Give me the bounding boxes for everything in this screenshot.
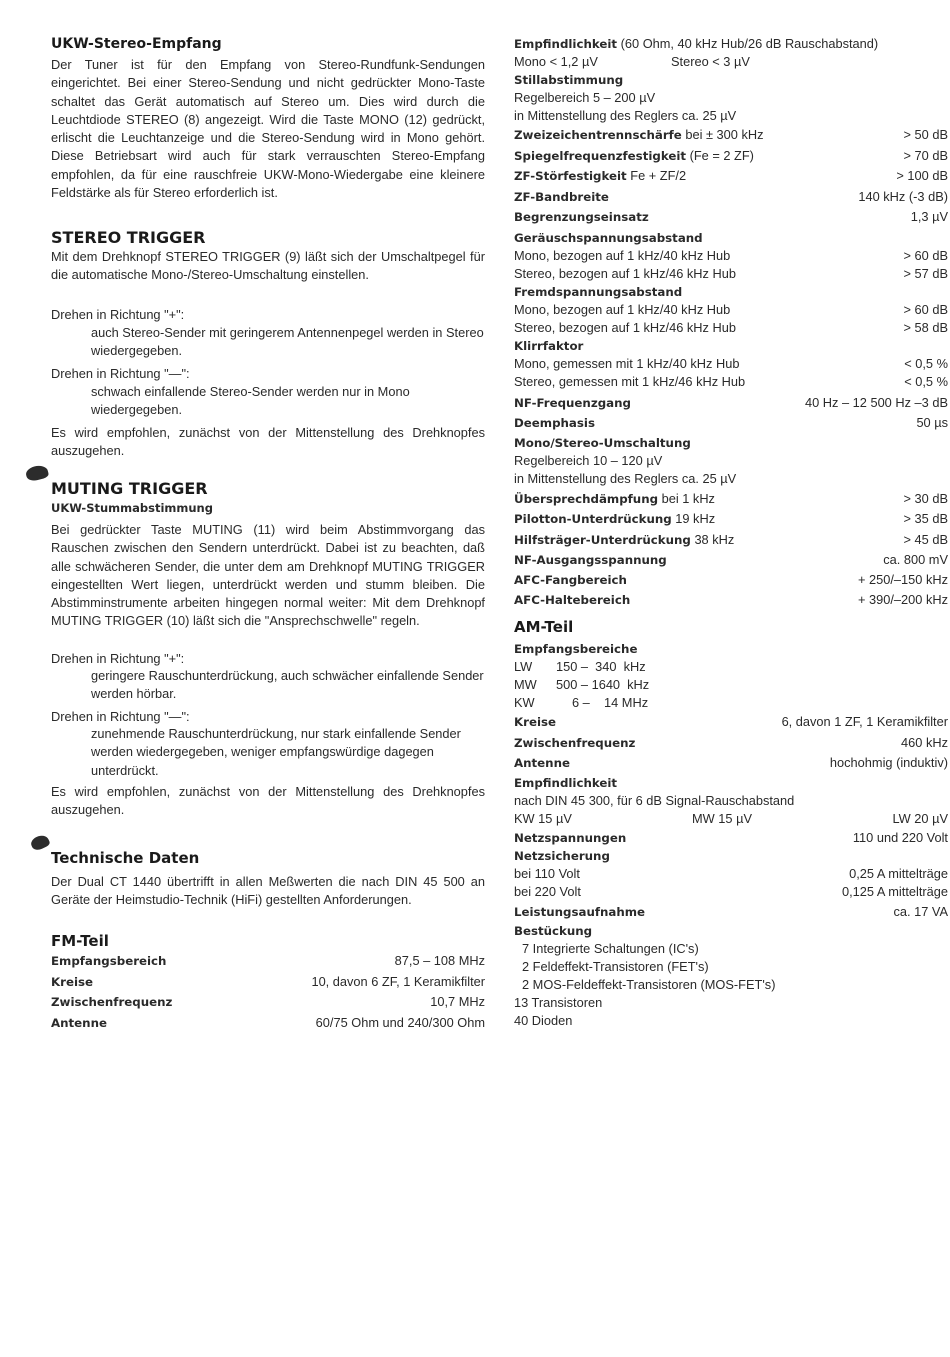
spec-row: Antenne hochohmig (induktiv)	[514, 755, 948, 770]
spec-row: Spiegelfrequenzfestigkeit (Fe = 2 ZF) > 70 dB	[514, 147, 948, 163]
muting-note: Es wird empfohlen, zunächst von der Mittenstellung des Drehknopfes auszugehen.	[51, 784, 485, 818]
spec-row: Stillabstimmung	[514, 73, 624, 87]
section-title-stereo-trigger: STEREO TRIGGER	[51, 228, 206, 247]
spec-row: Mono < 1,2 µV Stereo < 3 µV	[514, 54, 750, 69]
spec-row: ZF-Störfestigkeit Fe + ZF/2 > 100 dB	[514, 168, 948, 183]
list-item: 2 Feldeffekt-Transistoren (FET's)	[522, 959, 709, 974]
spec-row: Fremdspannungsabstand	[514, 285, 683, 299]
spec-row: Netzsicherung	[514, 849, 610, 863]
spec-row: Pilotton-Unterdrückung 19 kHz > 35 dB	[514, 511, 948, 527]
spec-row: Netzspannungen 110 und 220 Volt	[514, 830, 948, 845]
spec-row: NF-Ausgangsspannung ca. 800 mV	[514, 551, 948, 567]
spec-row: in Mittenstellung des Reglers ca. 25 µV	[514, 471, 737, 486]
fm-spec-row: Empfangsbereich 87,5 – 108 MHz	[51, 953, 485, 968]
spec-row: Stereo, bezogen auf 1 kHz/46 kHz Hub > 57 dB	[514, 266, 948, 281]
spec-row: Hilfsträger-Unterdrückung 38 kHz > 45 dB	[514, 531, 948, 547]
spec-row: AFC-Fangbereich + 250/–150 kHz	[514, 572, 948, 588]
spec-row: Begrenzungseinsatz 1,3 µV	[514, 209, 948, 224]
am-band-row: LW 150 – 340 kHz	[514, 659, 646, 674]
muting-minus-label: Drehen in Richtung "—":	[51, 709, 190, 724]
spec-row: Mono, bezogen auf 1 kHz/40 kHz Hub > 60 dB	[514, 248, 948, 263]
muting-intro: Bei gedrückter Taste MUTING (11) wird beim Abstimmvorgang das Rauschen zwischen den Sendern unterdrückt. Dabei ist zu beachten, daß alle schwächeren Sender, die unter dem am Drehknopf MUTING TRIGGER eingestellten Wert liegen, unterdrückt werden und stumm bleiben. Die Abstimminstrumente arbeiten hingegen normal weiter: Mit dem Drehknopf MUTING TRIGGER (10) läßt sich die "Ansprechschwelle" regeln.	[51, 522, 485, 629]
spec-row: Geräuschspannungsabstand	[514, 231, 703, 245]
am-band-row: KW 6 – 14 MHz	[514, 695, 649, 710]
am-empfindlichkeit	[514, 774, 948, 828]
spec-row: Deemphasis 50 µs	[514, 415, 948, 430]
stereo-plus-label: Drehen in Richtung "+":	[51, 307, 185, 322]
spec-group-1	[514, 125, 948, 228]
bestueckung-list	[514, 940, 948, 1030]
am-specs	[514, 712, 948, 774]
muting-minus-text: zunehmende Rauschunterdrückung, nur stark einfallende Sender werden wiedergegeben, weniger empfangswürdige dagegen unterdrückt.	[91, 726, 461, 778]
fm-spec-row: Antenne 60/75 Ohm und 240/300 Ohm	[51, 1014, 485, 1030]
spec-row: in Mittenstellung des Reglers ca. 25 µV	[514, 108, 737, 123]
spec-row: ZF-Bandbreite 140 kHz (-3 dB)	[514, 188, 948, 204]
stereo-intro: Mit dem Drehknopf STEREO TRIGGER (9) läßt sich der Umschaltpegel für die automatische Mono-/Stereo-Umschaltung einstellen.	[51, 249, 485, 283]
ukw-paragraph: Der Tuner ist für den Empfang von Stereo-Rundfunk-Sendungen eingerichtet. Bei einer Stereo-Sendung und nicht gedrückter Mono-Taste schaltet das Gerät automatisch auf Stereo um. Dies wird durch die Leuchtdiode STEREO (8) angezeigt. Wird die Taste MONO (12) gedrückt, erlischt die Leuchtanzeige und die Stereo-Sendung wird in Mono gehört. Diese Betriebsart wird auch für stark verrauschten Stereo-Empfang empfohlen, da für eine rauschfreie UKW-Mono-Wiedergabe eine kleinere Feldstärke als für Stereo erforderlich ist.	[51, 57, 485, 201]
spec-row: Mono/Stereo-Umschaltung	[514, 436, 691, 450]
spec-row: Mono, gemessen mit 1 kHz/40 kHz Hub < 0,5 %	[514, 356, 948, 371]
fm-specs-continued	[514, 35, 948, 125]
ink-blot-mark	[25, 463, 50, 482]
spec-row: Kreise 6, davon 1 ZF, 1 Keramikfilter	[514, 714, 948, 729]
section-title-muting-trigger: MUTING TRIGGER	[51, 479, 208, 498]
list-item: 2 MOS-Feldeffekt-Transistoren (MOS-FET's)	[522, 977, 776, 992]
list-item: 13 Transistoren	[514, 995, 603, 1010]
spec-row: Übersprechdämpfung bei 1 kHz > 30 dB	[514, 491, 948, 506]
section-title-technische-daten: Technische Daten	[51, 849, 200, 867]
spec-row: Stereo, bezogen auf 1 kHz/46 kHz Hub > 58 dB	[514, 320, 948, 335]
spec-group-3	[514, 393, 948, 433]
list-item: 40 Dioden	[514, 1013, 573, 1028]
spec-group-5	[514, 489, 948, 611]
muting-subtitle: UKW-Stummabstimmung	[51, 501, 213, 515]
spec-row: KW 15 µV MW 15 µV LW 20 µV	[514, 811, 948, 826]
tech-intro: Der Dual CT 1440 übertrifft in allen Meßwerten die nach DIN 45 500 an Geräte der Heimstudio-Technik (HiFi) gestellten Anforderungen.	[51, 874, 485, 908]
spec-row: Regelbereich 5 – 200 µV	[514, 90, 656, 105]
am-band-row: MW 500 – 1640 kHz	[514, 677, 650, 692]
stereo-note: Es wird empfohlen, zunächst von der Mittenstellung des Drehknopfes auszugehen.	[51, 425, 485, 459]
spec-row: Empfindlichkeit (60 Ohm, 40 kHz Hub/26 dB Rauschabstand)	[514, 36, 879, 51]
spec-group-4	[514, 434, 948, 488]
section-title-ukw: UKW-Stereo-Empfang	[51, 36, 222, 52]
stereo-plus-text: auch Stereo-Sender mit geringerem Antennenpegel werden in Stereo wiedergegeben.	[91, 325, 484, 359]
spec-row: NF-Frequenzgang 40 Hz – 12 500 Hz –3 dB	[514, 395, 948, 410]
list-item: 7 Integrierte Schaltungen (IC's)	[522, 941, 699, 956]
spec-row: Stereo, gemessen mit 1 kHz/46 kHz Hub < 0,5 %	[514, 374, 948, 389]
fm-spec-row: Zwischenfrequenz 10,7 MHz	[51, 994, 485, 1009]
spec-row: nach DIN 45 300, für 6 dB Signal-Rauschabstand	[514, 793, 795, 808]
power-specs	[514, 829, 948, 940]
spec-row: Empfindlichkeit	[514, 776, 618, 790]
muting-plus-label: Drehen in Richtung "+":	[51, 651, 185, 666]
spec-row: Mono, bezogen auf 1 kHz/40 kHz Hub > 60 dB	[514, 302, 948, 317]
fm-spec-row: Kreise 10, davon 6 ZF, 1 Keramikfilter	[51, 973, 485, 989]
spec-row: AFC-Haltebereich + 390/–200 kHz	[514, 592, 948, 608]
ink-blot-mark	[29, 833, 51, 852]
spec-row: bei 220 Volt 0,125 A mittelträge	[514, 884, 948, 899]
spec-row: bei 110 Volt 0,25 A mittelträge	[514, 866, 948, 881]
spec-row: Zweizeichentrennschärfe bei ± 300 kHz > 50 dB	[514, 127, 948, 142]
spec-row: Bestückung	[514, 924, 593, 938]
spec-group-2	[514, 229, 948, 391]
muting-plus-text: geringere Rauschunterdrückung, auch schwächer einfallende Sender werden hörbar.	[91, 668, 484, 702]
spec-row: Klirrfaktor	[514, 339, 584, 353]
fm-spec-table	[51, 951, 485, 1033]
am-bands	[514, 640, 948, 712]
am-teil-title: AM-Teil	[514, 618, 574, 636]
spec-row: Empfangsbereiche	[514, 642, 638, 656]
spec-row: Zwischenfrequenz 460 kHz	[514, 734, 948, 750]
fm-teil-title: FM-Teil	[51, 932, 109, 950]
stereo-minus-label: Drehen in Richtung "—":	[51, 366, 190, 381]
spec-row: Regelbereich 10 – 120 µV	[514, 453, 663, 468]
spec-row: Leistungsaufnahme ca. 17 VA	[514, 904, 948, 919]
stereo-minus-text: schwach einfallende Stereo-Sender werden nur in Mono wiedergegeben.	[91, 384, 410, 418]
